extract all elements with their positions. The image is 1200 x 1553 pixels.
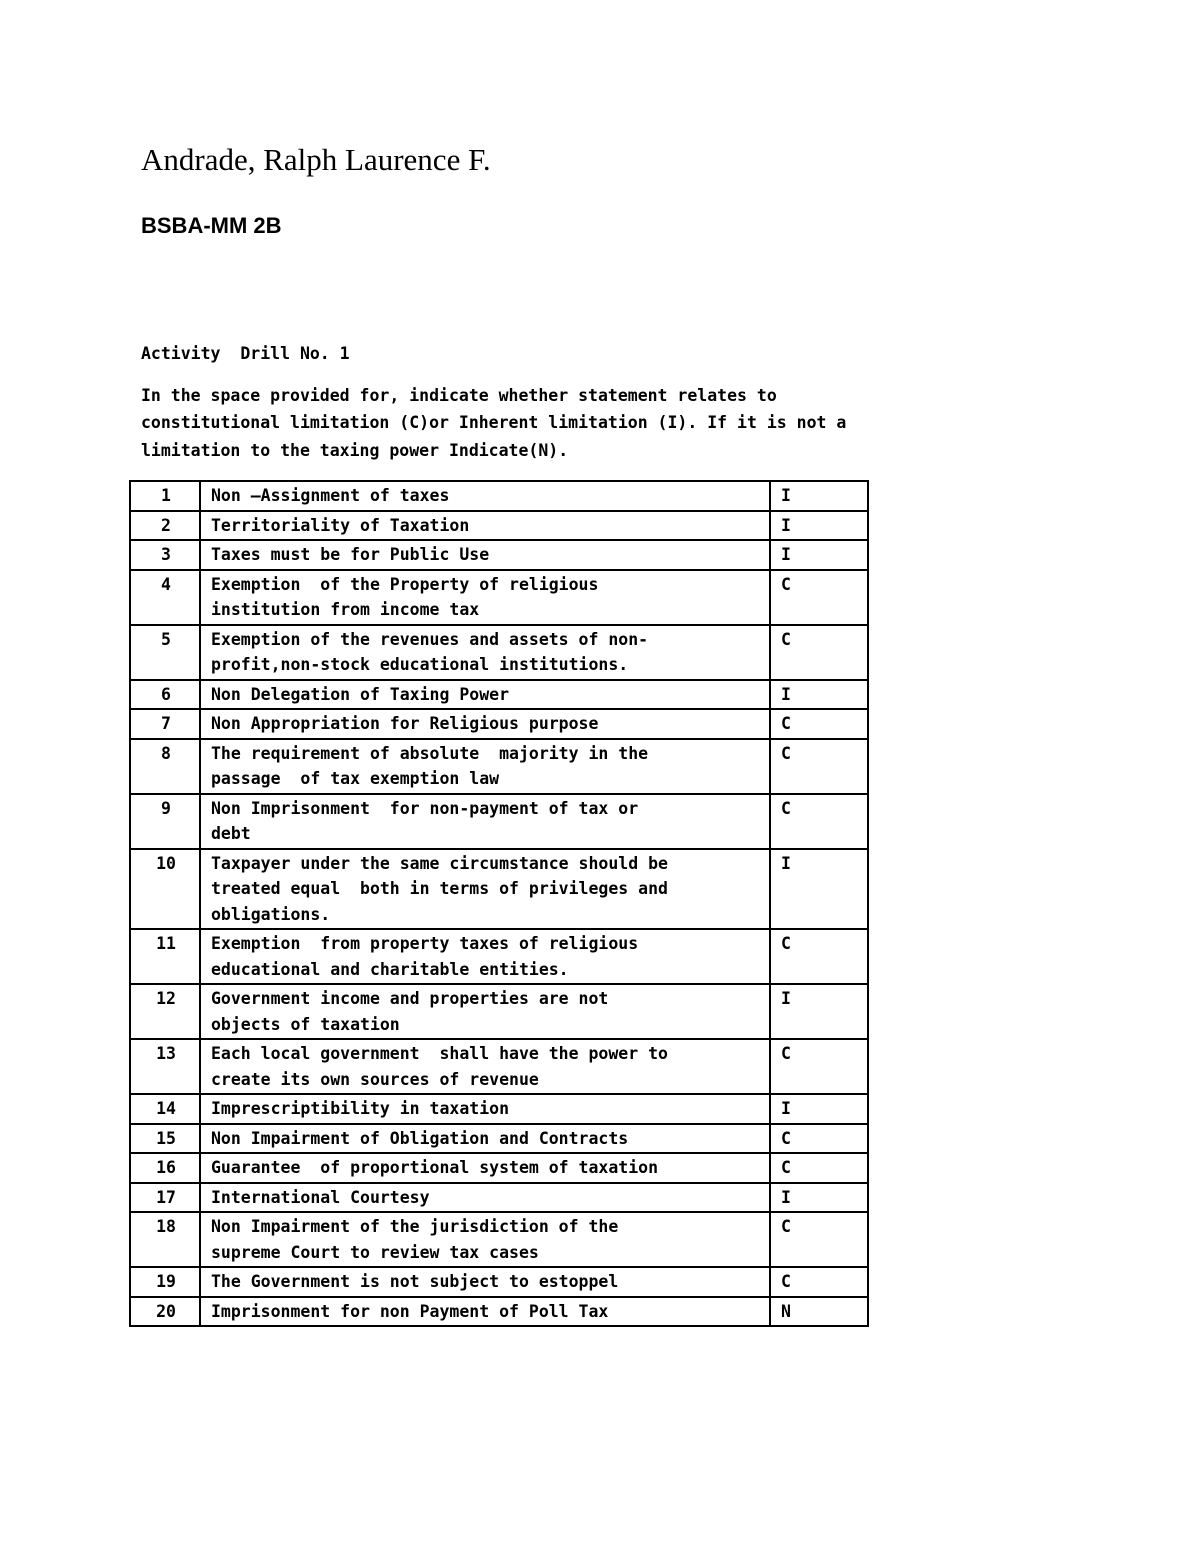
answer-code: I [770,984,868,1039]
statement-text: Non –Assignment of taxes [200,481,770,511]
answer-code: I [770,1094,868,1124]
course-section: BSBA-MM 2B [141,213,282,238]
answer-code: C [770,929,868,984]
answer-code: C [770,1267,868,1297]
table-row [130,1267,868,1297]
table-row [130,1153,868,1183]
answer-code: I [770,511,868,541]
activity-heading: Activity Drill No. 1 [141,344,350,363]
answer-code: C [770,625,868,680]
statement-text: Non Appropriation for Religious purpose [200,709,770,739]
item-number: 14 [130,1094,200,1124]
table-row [130,540,868,570]
statement-text: Each local government shall have the power to create its own sources of revenue [200,1039,770,1094]
item-number: 5 [130,625,200,680]
statement-text: The requirement of absolute majority in the passage of tax exemption law [200,739,770,794]
statement-text: Taxes must be for Public Use [200,540,770,570]
statement-text: Imprisonment for non Payment of Poll Tax [200,1297,770,1327]
item-number: 17 [130,1183,200,1213]
table-row [130,1039,868,1094]
table-row [130,1183,868,1213]
table-row [130,570,868,625]
answer-code: I [770,849,868,930]
item-number: 8 [130,739,200,794]
table-row [130,739,868,794]
table-row [130,625,868,680]
item-number: 2 [130,511,200,541]
statement-text: Non Delegation of Taxing Power [200,680,770,710]
table-row [130,1297,868,1327]
limitations-table-body [130,481,868,1326]
item-number: 10 [130,849,200,930]
activity-instructions: In the space provided for, indicate whether statement relates to constitutional limitation (C)or Inherent limitation (I). If it is not a limitation to the taxing power Indicate(N). [141,386,847,460]
table-row [130,481,868,511]
statement-text: Non Impairment of Obligation and Contracts [200,1124,770,1154]
table-row [130,680,868,710]
answer-code: C [770,1153,868,1183]
table-row [130,984,868,1039]
statement-text: Government income and properties are not objects of taxation [200,984,770,1039]
answer-code: C [770,1212,868,1267]
table-row [130,1094,868,1124]
table-row [130,849,868,930]
table-row [130,1212,868,1267]
item-number: 11 [130,929,200,984]
answer-code: I [770,481,868,511]
item-number: 7 [130,709,200,739]
item-number: 13 [130,1039,200,1094]
statement-text: Territoriality of Taxation [200,511,770,541]
table-row [130,794,868,849]
item-number: 12 [130,984,200,1039]
item-number: 15 [130,1124,200,1154]
answer-code: C [770,794,868,849]
item-number: 16 [130,1153,200,1183]
answer-code: C [770,709,868,739]
statement-text: Exemption from property taxes of religious educational and charitable entities. [200,929,770,984]
answer-code: C [770,739,868,794]
item-number: 20 [130,1297,200,1327]
table-row [130,511,868,541]
answer-code: I [770,1183,868,1213]
answer-code: I [770,680,868,710]
statement-text: Exemption of the revenues and assets of non- profit,non-stock educational institutions. [200,625,770,680]
statement-text: Imprescriptibility in taxation [200,1094,770,1124]
answer-code: C [770,1039,868,1094]
item-number: 9 [130,794,200,849]
item-number: 6 [130,680,200,710]
item-number: 4 [130,570,200,625]
answer-code: I [770,540,868,570]
table-row [130,1124,868,1154]
answer-code: C [770,570,868,625]
statement-text: Taxpayer under the same circumstance should be treated equal both in terms of privileges and obligations. [200,849,770,930]
statement-text: Guarantee of proportional system of taxation [200,1153,770,1183]
statement-text: Non Impairment of the jurisdiction of the supreme Court to review tax cases [200,1212,770,1267]
answer-code: N [770,1297,868,1327]
table-row [130,709,868,739]
item-number: 3 [130,540,200,570]
statement-text: The Government is not subject to estoppel [200,1267,770,1297]
limitations-table [129,480,869,1327]
item-number: 1 [130,481,200,511]
answer-code: C [770,1124,868,1154]
table-row [130,929,868,984]
item-number: 18 [130,1212,200,1267]
item-number: 19 [130,1267,200,1297]
statement-text: International Courtesy [200,1183,770,1213]
statement-text: Non Imprisonment for non-payment of tax or debt [200,794,770,849]
student-name: Andrade, Ralph Laurence F. [141,142,491,177]
statement-text: Exemption of the Property of religious institution from income tax [200,570,770,625]
